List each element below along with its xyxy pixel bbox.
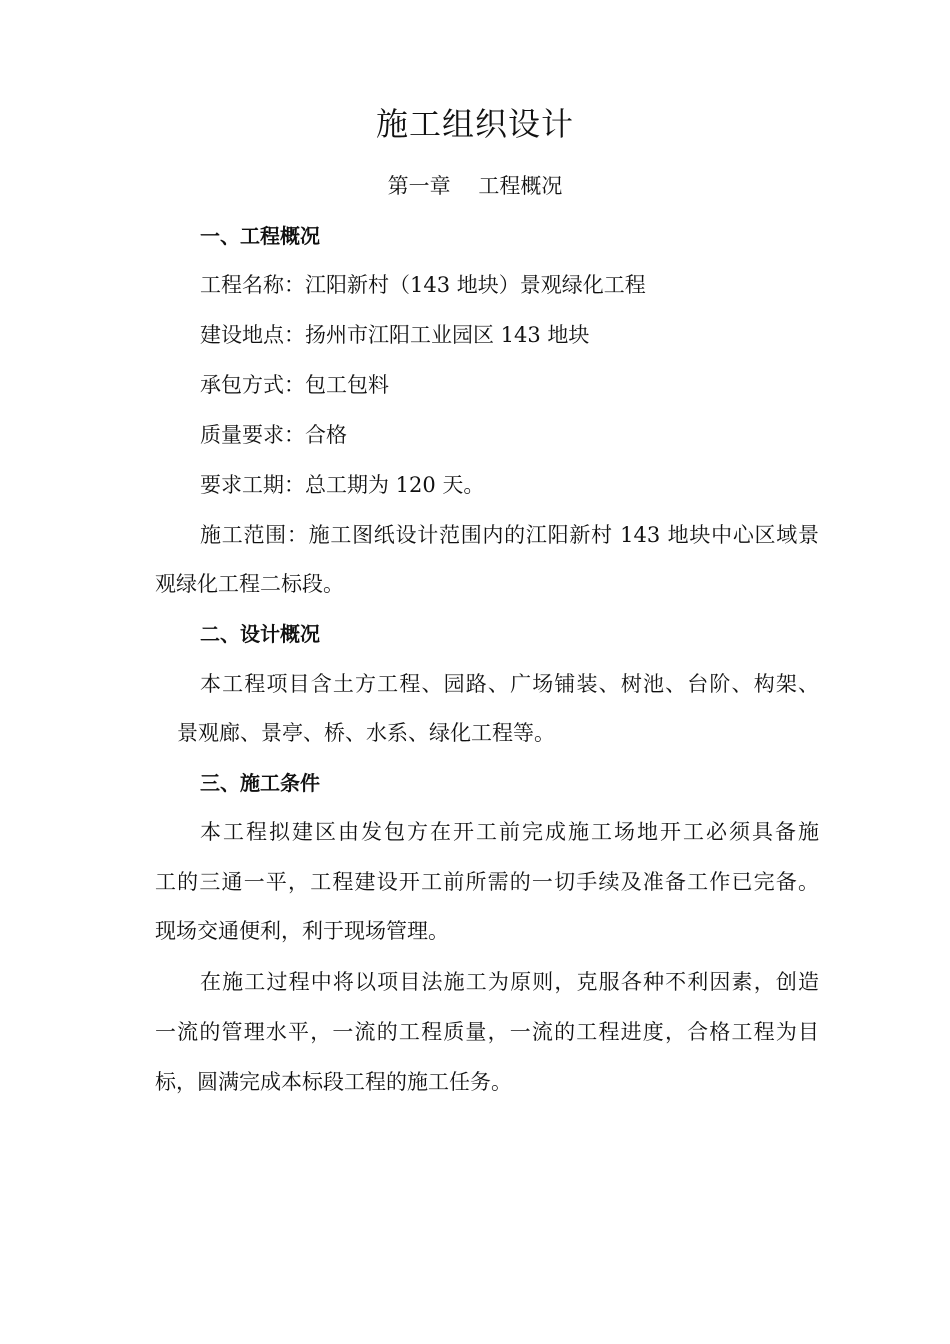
duration-line: 要求工期：总工期为 120 天。 (200, 473, 485, 497)
quality-line: 质量要求：合格 (200, 423, 347, 447)
contract-mode-line: 承包方式：包工包料 (200, 373, 389, 397)
scope-line-2: 观绿化工程二标段。 (155, 572, 344, 596)
conditions-p1-line-1: 本工程拟建区由发包方在开工前完成施工场地开工必须具备施 (200, 820, 819, 844)
scope-line-1: 施工范围：施工图纸设计范围内的江阳新村 143 地块中心区域景 (200, 523, 819, 547)
conditions-p2-line-1: 在施工过程中将以项目法施工为原则，克服各种不利因素，创造 (200, 970, 819, 994)
conditions-p2-line-3: 标，圆满完成本标段工程的施工任务。 (155, 1070, 512, 1094)
document-title: 施工组织设计 (375, 105, 574, 143)
design-line-1: 本工程项目含土方工程、园路、广场铺装、树池、台阶、构架、 (200, 672, 819, 696)
project-name-line: 工程名称：江阳新村（143 地块）景观绿化工程 (200, 273, 646, 297)
conditions-p1-line-3: 现场交通便利，利于现场管理。 (155, 919, 449, 943)
design-line-2: 景观廊、景亭、桥、水系、绿化工程等。 (177, 721, 555, 745)
section-heading-design: 二、设计概况 (200, 622, 320, 646)
conditions-p2-line-2: 一流的管理水平，一流的工程质量，一流的工程进度，合格工程为目 (155, 1020, 819, 1044)
section-heading-overview: 一、工程概况 (200, 224, 320, 248)
conditions-p1-line-2: 工的三通一平，工程建设开工前所需的一切手续及准备工作已完备。 (155, 870, 819, 894)
chapter-title: 第一章 工程概况 (387, 174, 563, 198)
location-line: 建设地点：扬州市江阳工业园区 143 地块 (200, 323, 590, 347)
section-heading-conditions: 三、施工条件 (200, 771, 320, 795)
